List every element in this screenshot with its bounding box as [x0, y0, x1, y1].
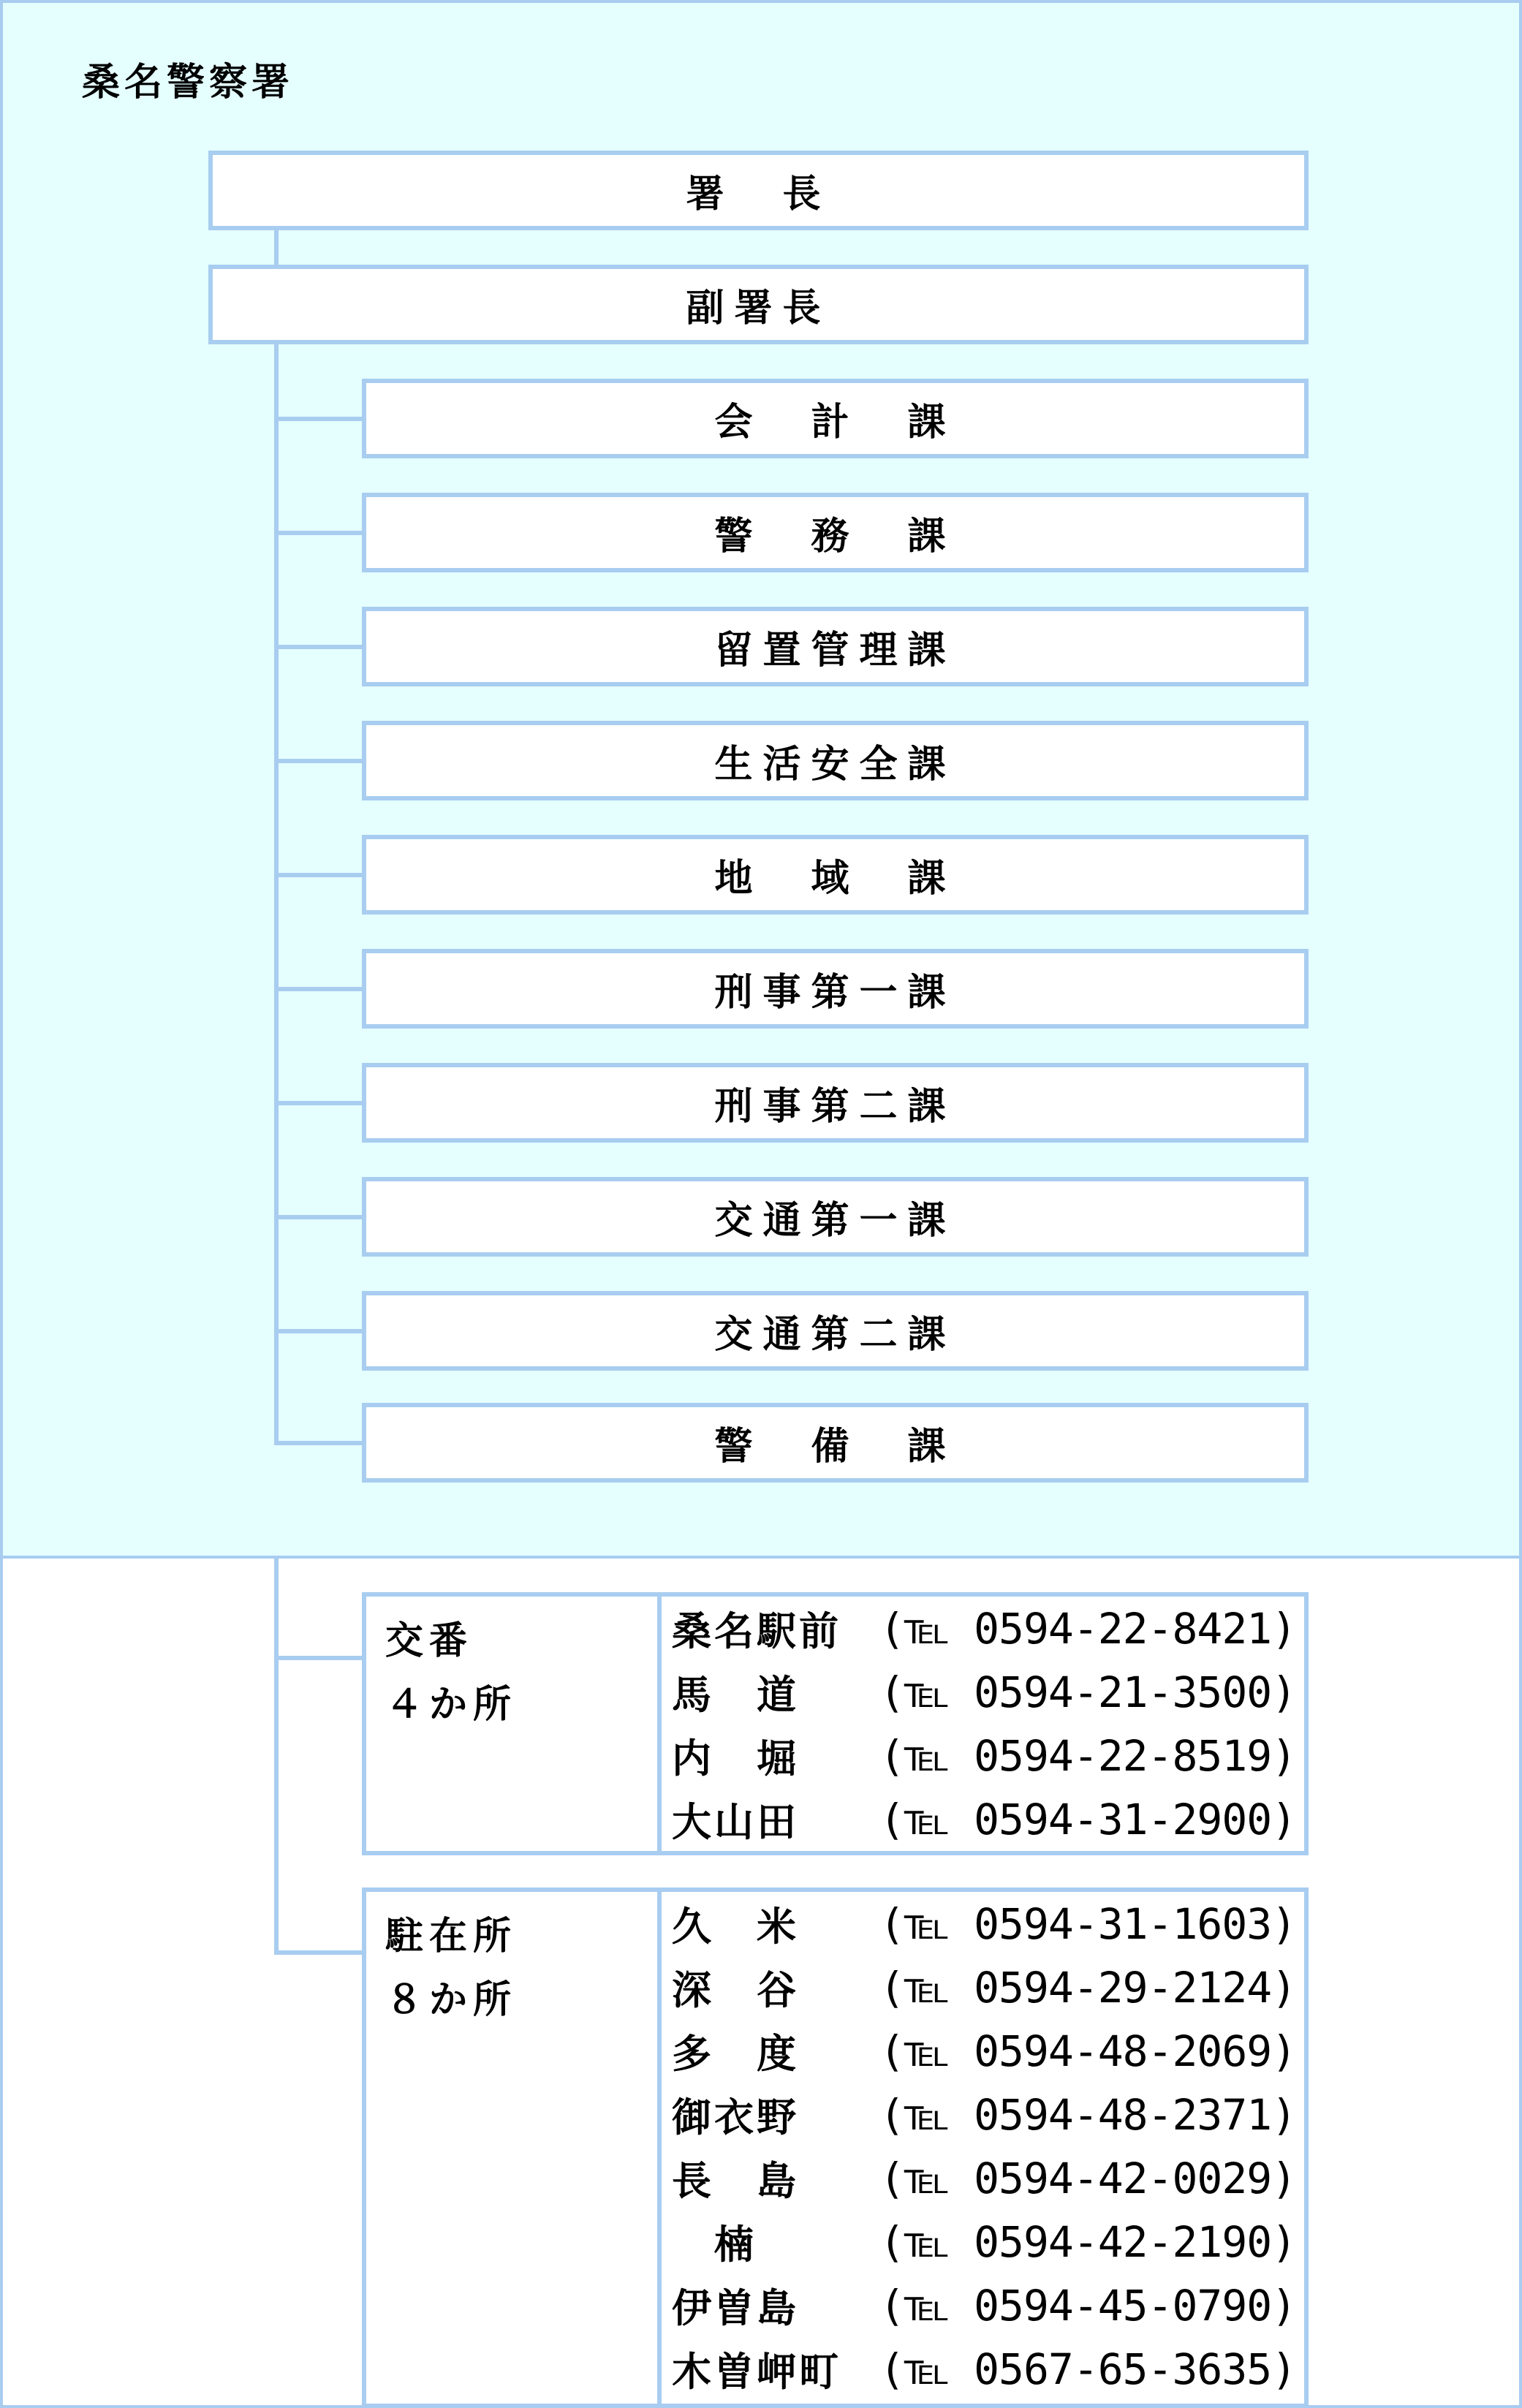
branch-section-6 [274, 987, 365, 991]
section-box [362, 1291, 1309, 1371]
chuzaisho-name: 多 度 [672, 2031, 799, 2077]
section-box [362, 1063, 1309, 1143]
connector-trunk-outposts [274, 1559, 279, 1955]
section-box [362, 949, 1309, 1029]
koban-name: 内 堀 [672, 1735, 799, 1782]
koban-row [662, 1787, 1305, 1851]
branch-section-8 [274, 1215, 365, 1219]
chuzaisho-name: 木曽岬町 [672, 2349, 841, 2395]
koban-list [657, 1592, 1309, 1855]
section-box [362, 493, 1309, 572]
chuzaisho-list [657, 1888, 1309, 2408]
branch-section-10 [274, 1441, 365, 1445]
branch-section-7 [274, 1101, 365, 1105]
koban-label-cell [362, 1592, 662, 1855]
branch-koban [274, 1656, 365, 1660]
chuzaisho-tel: (℡ 0567-65-3635) [879, 2344, 1297, 2394]
chuzaisho-name: 楠 [672, 2222, 757, 2268]
koban-name: 馬 道 [672, 1672, 799, 1718]
section-label: 刑事第二課 [714, 1085, 956, 1129]
section-box [362, 835, 1309, 915]
branch-section-5 [274, 873, 365, 877]
koban-tel: (℡ 0594-21-3500) [879, 1667, 1297, 1717]
section-box [362, 607, 1309, 686]
branch-section-2 [274, 531, 365, 535]
chuzaisho-name: 深 谷 [672, 1967, 799, 2013]
chuzaisho-name: 長 島 [672, 2158, 799, 2204]
section-label: 会 計 課 [714, 401, 956, 444]
koban-row [662, 1597, 1305, 1660]
branch-section-9 [274, 1329, 365, 1333]
koban-count: ４か所 [385, 1683, 518, 1727]
koban-label-line1: 交番 [385, 1619, 474, 1663]
chuzaisho-row [662, 2019, 1305, 2083]
chuzaisho-name: 久 米 [672, 1904, 799, 1950]
chief-box [208, 151, 1309, 230]
chuzaisho-name: 御衣野 [672, 2094, 799, 2140]
chuzaisho-tel: (℡ 0594-48-2371) [879, 2089, 1297, 2140]
section-label: 生活安全課 [714, 743, 956, 787]
chuzaisho-row [662, 1955, 1305, 2019]
koban-tel: (℡ 0594-22-8421) [879, 1603, 1297, 1654]
koban-tel: (℡ 0594-31-2900) [879, 1794, 1297, 1844]
section-box [362, 379, 1309, 458]
branch-section-1 [274, 417, 365, 421]
chuzaisho-row [662, 2083, 1305, 2146]
branch-chuzaisho [274, 1950, 365, 1955]
chuzaisho-tel: (℡ 0594-29-2124) [879, 1962, 1297, 2013]
section-box [362, 1403, 1309, 1483]
branch-section-3 [274, 645, 365, 649]
chuzaisho-row [662, 2337, 1305, 2401]
section-label: 交通第一課 [714, 1199, 956, 1243]
chief-label: 署 長 [686, 173, 831, 216]
deputy-box [208, 265, 1309, 344]
section-label: 地 域 課 [714, 857, 956, 901]
section-label: 警 備 課 [714, 1425, 956, 1469]
chuzaisho-row [662, 2146, 1305, 2210]
station-title: 桑名警察署 [82, 61, 295, 105]
connector-trunk-sections [274, 343, 279, 1445]
section-label: 警 務 課 [714, 515, 956, 559]
branch-section-4 [274, 759, 365, 763]
chuzaisho-row [662, 2210, 1305, 2273]
koban-row [662, 1660, 1305, 1724]
connector-chief-deputy [274, 229, 279, 268]
deputy-label: 副署長 [686, 287, 831, 330]
chuzaisho-row [662, 1892, 1305, 1955]
chuzaisho-tel: (℡ 0594-42-2190) [879, 2216, 1297, 2267]
koban-name: 大山田 [672, 1799, 799, 1845]
koban-name: 桑名駅前 [672, 1608, 841, 1654]
chuzaisho-name: 伊曽島 [672, 2285, 799, 2331]
section-label: 刑事第一課 [714, 971, 956, 1015]
chuzaisho-tel: (℡ 0594-42-0029) [879, 2153, 1297, 2203]
chuzaisho-tel: (℡ 0594-31-1603) [879, 1898, 1297, 1949]
chuzaisho-label-cell [362, 1888, 662, 2408]
section-label: 交通第二課 [714, 1313, 956, 1357]
chuzaisho-tel: (℡ 0594-48-2069) [879, 2026, 1297, 2076]
chuzaisho-label-line1: 駐在所 [385, 1915, 518, 1958]
section-box [362, 721, 1309, 800]
koban-row [662, 1724, 1305, 1787]
section-label: 留置管理課 [714, 629, 956, 673]
chuzaisho-tel: (℡ 0594-45-0790) [879, 2280, 1297, 2331]
chuzaisho-row [662, 2273, 1305, 2337]
section-box [362, 1177, 1309, 1257]
chuzaisho-count: ８か所 [385, 1978, 518, 2022]
koban-tel: (℡ 0594-22-8519) [879, 1730, 1297, 1781]
